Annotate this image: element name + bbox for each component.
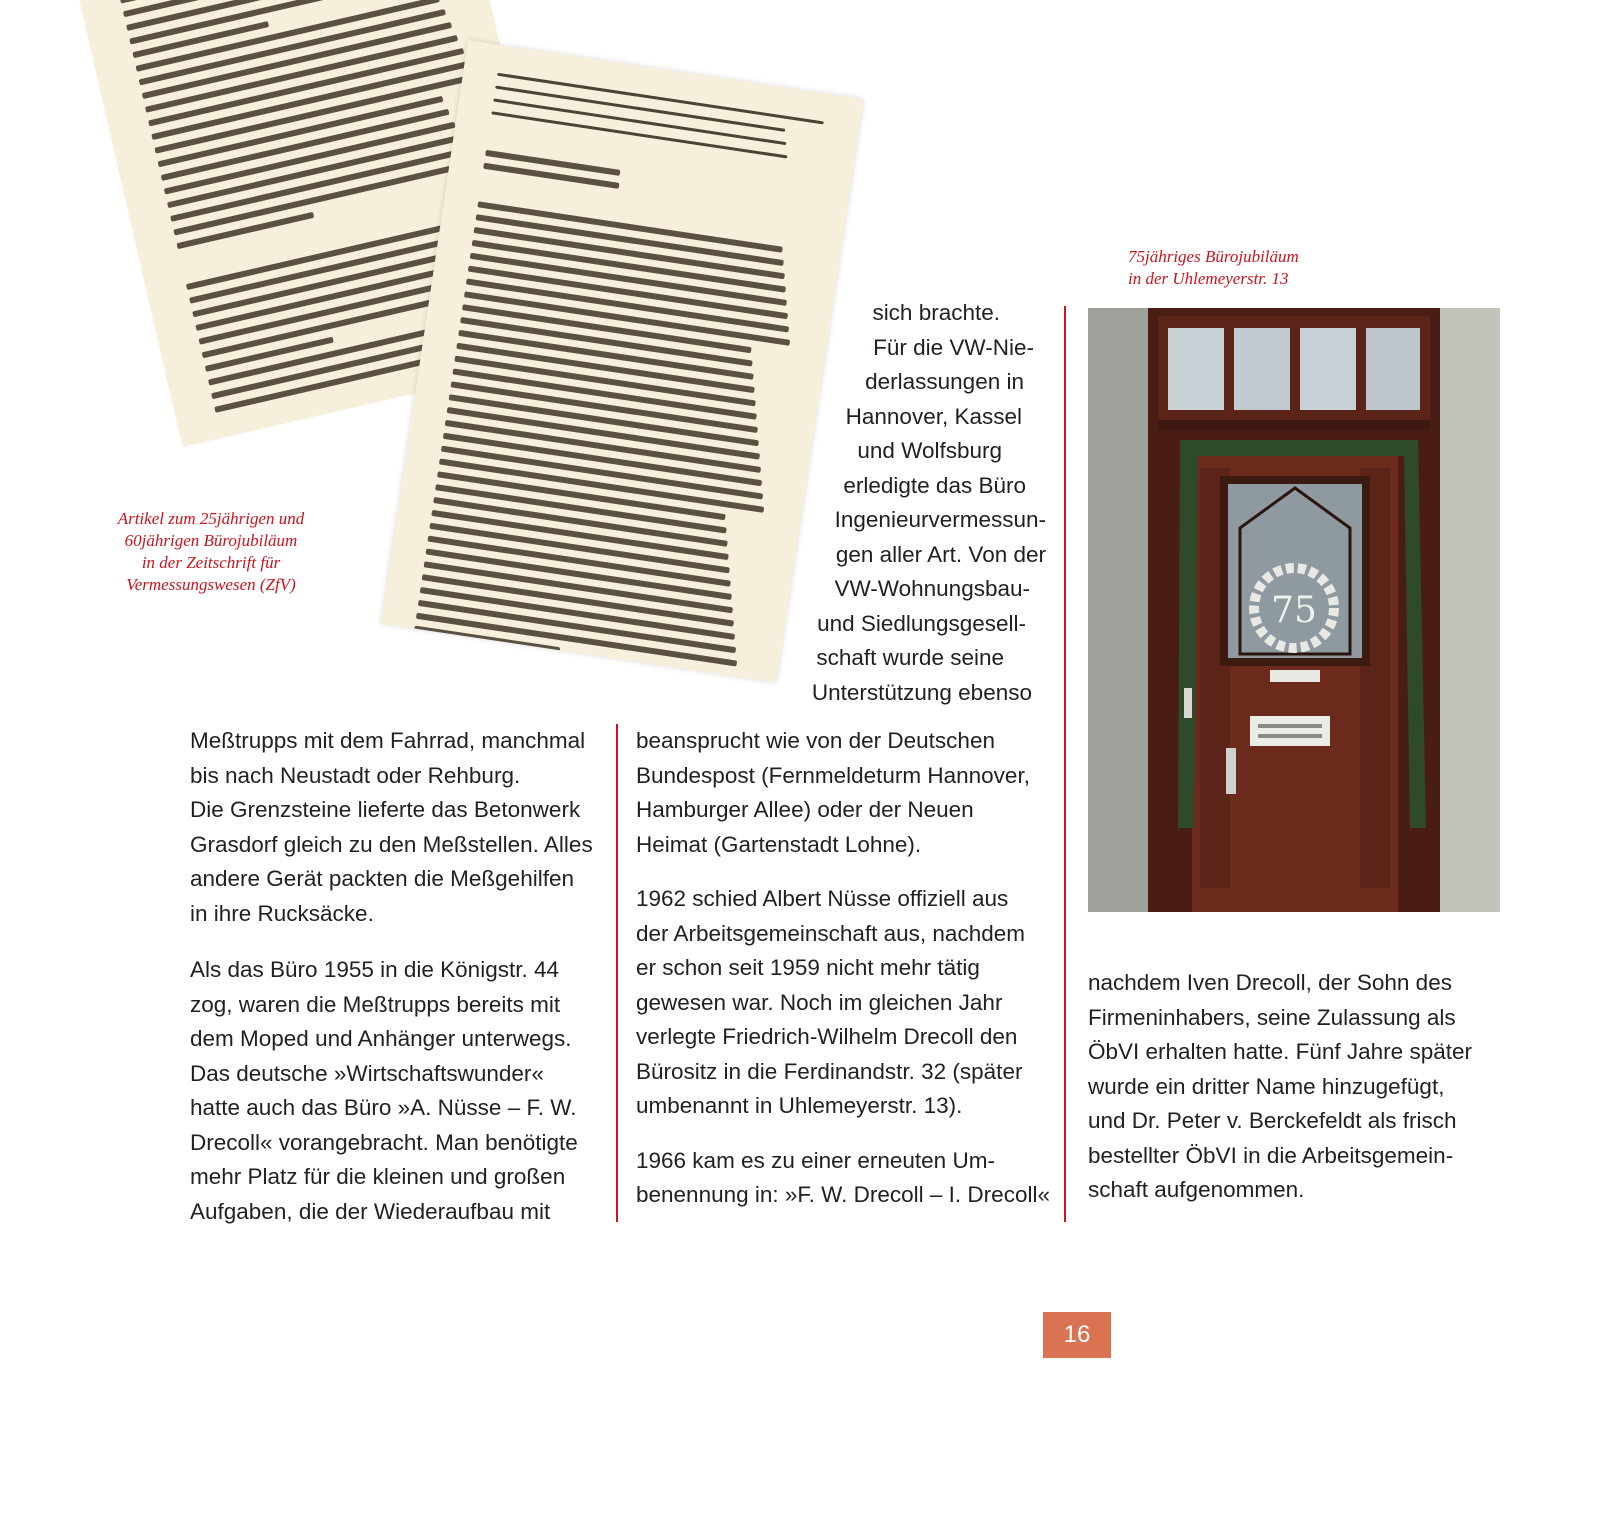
door-photo (1088, 308, 1500, 912)
col1-paragraph-2: Als das Büro 1955 in die Königstr. 44 zog, waren die Meßtrupps bereits mit dem Moped und Anhänger unterwegs. Das deutsche »Wirtschaftswunder« hatte auch das Büro »A. Nüsse – F. W. Drecoll« vorangebracht. Man benötigte mehr Platz für die kleinen und großen Aufgaben, die der Wiederaufbau mit (190, 957, 578, 1224)
wreath-number: 75 (1271, 590, 1317, 631)
scan-text-line (497, 73, 824, 125)
col2-paragraph-2: 1962 schied Albert Nüsse offiziell aus der Arbeitsgemeinschaft aus, nachdem er schon seit 1959 nicht mehr tätig gewesen war. Noch im gleichen Jahr verlegte Friedrich-Wilhelm Drecoll den Bürositz in die Ferdinandstr. 32 (später umbenannt in Uhlemeyerstr. 13). (636, 886, 1025, 1118)
scan-text-line (414, 626, 560, 654)
col1-paragraph-1: Meßtrupps mit dem Fahrrad, manchmal bis nach Neustadt oder Rehburg. Die Grenzsteine lieferte das Betonwerk Grasdorf gleich zu den Meßstellen. Alles andere Gerät packten die Meßgehilfen in ihre Rucksäcke. (190, 728, 593, 926)
article-caption: Artikel zum 25jährigen und 60jährigen Bürojubiläum in der Zeitschrift für Vermessungswesen (ZfV) (117, 509, 305, 594)
column-divider-2 (1064, 306, 1066, 1222)
column-divider-1 (616, 724, 618, 1222)
column-1 (190, 724, 610, 1229)
col2-wrap-text: sich brachte. Für die VW-Nie- derlassungen in Hannover, Kassel und Wolfsburg erledigte das Büro Ingenieurvermessun- gen aller Art. Von der VW-Wohnungsbau- und Siedlungsgesell- schaft wurde seine Unterstützung ebenso (811, 300, 1046, 705)
col3-paragraph-1: nachdem Iven Drecoll, der Sohn des Firmeninhabers, seine Zulassung als ÖbVI erhalten hatte. Fünf Jahre später wurde ein dritter Name hinzugefügt, und Dr. Peter v. Berckefeldt als frisch bestellter ÖbVI in die Arbeitsgemein- schaft aufgenommen. (1088, 970, 1472, 1202)
column-2 (636, 724, 1056, 1213)
col2-paragraph-1: beansprucht wie von der Deutschen Bundespost (Fernmeldeturm Hannover, Hamburger Allee) oder der Neuen Heimat (Gartenstadt Lohne). (636, 728, 1030, 857)
page-number: 16 (1043, 1312, 1111, 1358)
column-3 (1088, 966, 1508, 1208)
photo-caption: 75jähriges Bürojubiläum in der Uhlemeyerstr. 13 (1128, 247, 1299, 288)
col2-paragraph-3: 1966 kam es zu einer erneuten Um- benennung in: »F. W. Drecoll – I. Drecoll« (636, 1147, 1050, 1207)
